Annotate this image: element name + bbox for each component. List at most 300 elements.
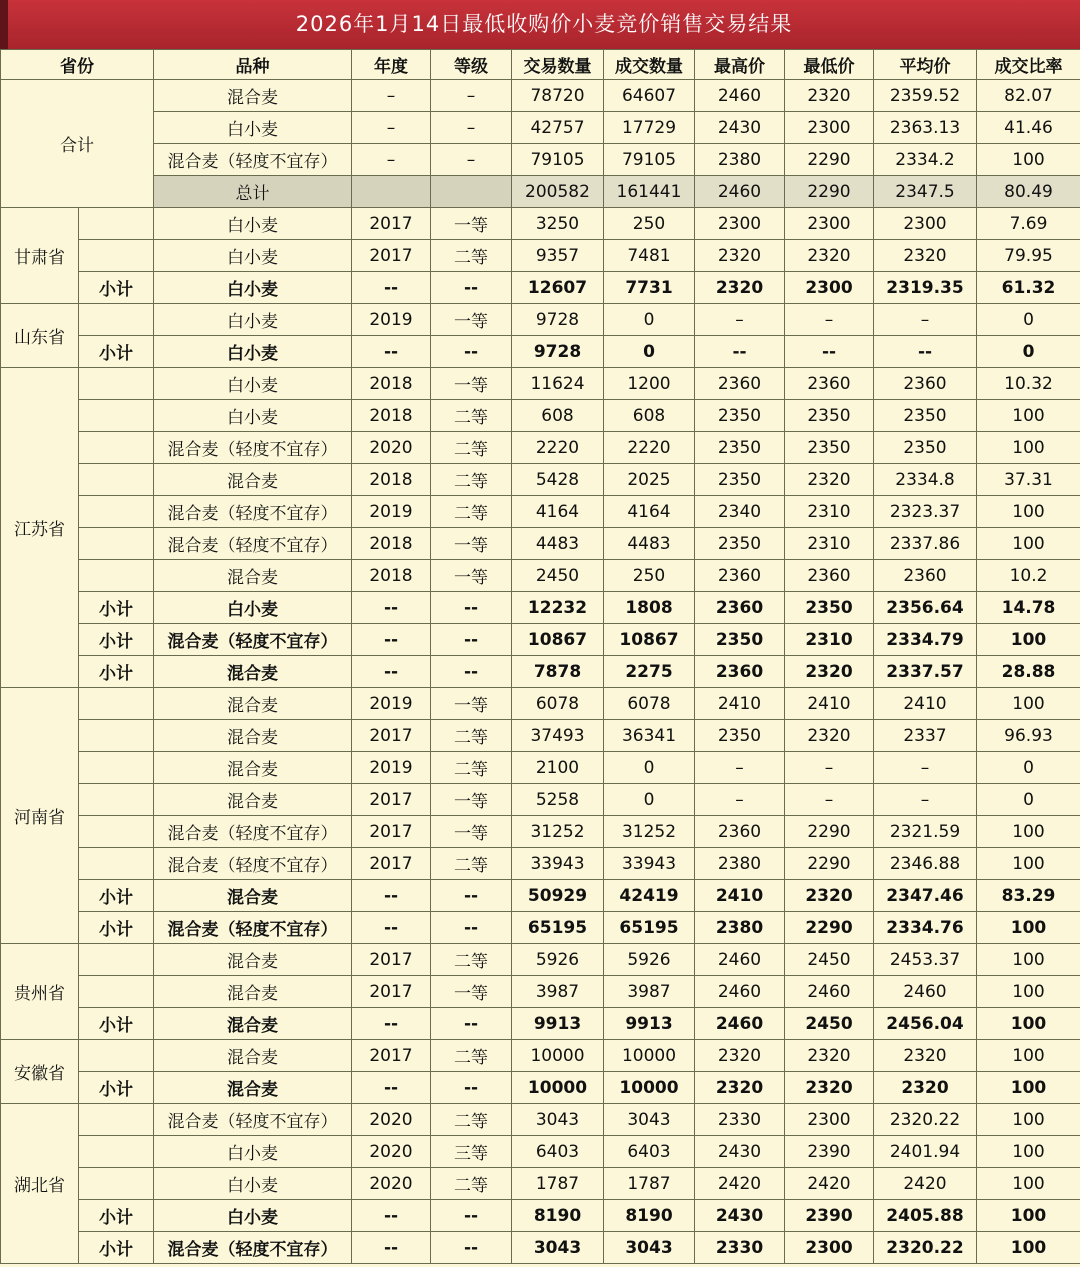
deal-rate-cell: 100: [977, 1008, 1080, 1040]
deal-qty-cell: 65195: [604, 912, 695, 944]
trade-qty-cell: 78720: [512, 80, 604, 112]
subtotal-row: [1, 1232, 1080, 1264]
max-price-cell: 2460: [695, 944, 785, 976]
grade-cell: 二等: [431, 464, 512, 496]
min-price-cell: 2420: [785, 1168, 874, 1200]
grade-cell: 二等: [431, 752, 512, 784]
deal-qty-cell: 3043: [604, 1232, 695, 1264]
deal-qty-cell: 6078: [604, 688, 695, 720]
table-row: [1, 944, 1080, 976]
year-cell: 2018: [352, 560, 431, 592]
variety-cell: 混合麦（轻度不宜存）: [154, 1104, 352, 1136]
avg-price-cell: 2347.46: [874, 880, 977, 912]
year-cell: --: [352, 656, 431, 688]
variety-cell: 混合麦（轻度不宜存）: [154, 1232, 352, 1264]
deal-rate-cell: 100: [977, 1168, 1080, 1200]
avg-price-cell: 2320: [874, 240, 977, 272]
table-row: [1, 1168, 1080, 1200]
table-row: [1, 688, 1080, 720]
year-cell: 2017: [352, 784, 431, 816]
max-price-cell: 2410: [695, 880, 785, 912]
deal-qty-cell: 0: [604, 336, 695, 368]
trade-qty-cell: 65195: [512, 912, 604, 944]
deal-rate-cell: 0: [977, 784, 1080, 816]
max-price-cell: 2350: [695, 432, 785, 464]
subtotal-row: [1, 656, 1080, 688]
subtotal-label-cell: [79, 1136, 154, 1168]
deal-qty-cell: 42419: [604, 880, 695, 912]
trade-qty-cell: 9728: [512, 304, 604, 336]
trade-qty-cell: 3987: [512, 976, 604, 1008]
table-row: [1, 496, 1080, 528]
table-row: [1, 848, 1080, 880]
header-avg-price: 平均价: [874, 50, 977, 80]
grade-cell: --: [431, 1200, 512, 1232]
subtotal-row: [1, 880, 1080, 912]
table-row: [1, 1040, 1080, 1072]
max-price-cell: 2460: [695, 80, 785, 112]
variety-cell: 白小麦: [154, 400, 352, 432]
subtotal-label-cell: 小计: [79, 336, 154, 368]
deal-rate-cell: 28.88: [977, 656, 1080, 688]
header-variety: 品种: [154, 50, 352, 80]
grade-cell: 二等: [431, 400, 512, 432]
min-price-cell: 2390: [785, 1136, 874, 1168]
subtotal-label-cell: [79, 1104, 154, 1136]
subtotal-label-cell: 小计: [79, 1200, 154, 1232]
max-price-cell: 2320: [695, 1072, 785, 1104]
deal-qty-cell: 2025: [604, 464, 695, 496]
year-cell: –: [352, 112, 431, 144]
min-price-cell: 2310: [785, 528, 874, 560]
year-cell: 2017: [352, 1040, 431, 1072]
trade-qty-cell: 4483: [512, 528, 604, 560]
year-cell: 2018: [352, 528, 431, 560]
table-row: [1, 80, 1080, 112]
trade-qty-cell: 9357: [512, 240, 604, 272]
header-province: 省份: [1, 50, 154, 80]
trade-qty-cell: 5258: [512, 784, 604, 816]
subtotal-label-cell: [79, 368, 154, 400]
trade-qty-cell: 3043: [512, 1104, 604, 1136]
table-row: [1, 208, 1080, 240]
grade-cell: --: [431, 1072, 512, 1104]
subtotal-row: [1, 1200, 1080, 1232]
max-price-cell: 2350: [695, 400, 785, 432]
deal-rate-cell: 37.31: [977, 464, 1080, 496]
variety-cell: 混合麦: [154, 464, 352, 496]
subtotal-label-cell: [79, 976, 154, 1008]
deal-qty-cell: 2275: [604, 656, 695, 688]
year-cell: 2019: [352, 496, 431, 528]
deal-rate-cell: 7.69: [977, 208, 1080, 240]
subtotal-row: [1, 1072, 1080, 1104]
results-table: [0, 49, 1080, 1264]
trade-qty-cell: 608: [512, 400, 604, 432]
trade-qty-cell: 12232: [512, 592, 604, 624]
deal-qty-cell: 0: [604, 784, 695, 816]
grade-cell: 一等: [431, 528, 512, 560]
min-price-cell: 2320: [785, 880, 874, 912]
year-cell: --: [352, 1072, 431, 1104]
grade-cell: 一等: [431, 368, 512, 400]
subtotal-label-cell: [79, 432, 154, 464]
deal-qty-cell: 10000: [604, 1072, 695, 1104]
min-price-cell: –: [785, 784, 874, 816]
deal-qty-cell: 79105: [604, 144, 695, 176]
table-row: [1, 368, 1080, 400]
deal-rate-cell: 10.32: [977, 368, 1080, 400]
deal-qty-cell: 1200: [604, 368, 695, 400]
table-row: [1, 112, 1080, 144]
year-cell: 2020: [352, 432, 431, 464]
deal-qty-cell: 4164: [604, 496, 695, 528]
max-price-cell: 2360: [695, 368, 785, 400]
year-cell: --: [352, 272, 431, 304]
grade-cell: [431, 176, 512, 208]
table-row: [1, 784, 1080, 816]
subtotal-label-cell: [79, 720, 154, 752]
table-row: [1, 976, 1080, 1008]
max-price-cell: 2460: [695, 976, 785, 1008]
avg-price-cell: 2350: [874, 432, 977, 464]
table-row: [1, 528, 1080, 560]
year-cell: 2019: [352, 688, 431, 720]
header-deal-rate: 成交比率: [977, 50, 1080, 80]
subtotal-label-cell: 小计: [79, 912, 154, 944]
avg-price-cell: 2334.76: [874, 912, 977, 944]
deal-rate-cell: 61.32: [977, 272, 1080, 304]
deal-rate-cell: 14.78: [977, 592, 1080, 624]
subtotal-label-cell: [79, 784, 154, 816]
avg-price-cell: 2320: [874, 1072, 977, 1104]
subtotal-row: [1, 624, 1080, 656]
variety-cell: 白小麦: [154, 112, 352, 144]
variety-cell: 混合麦: [154, 656, 352, 688]
variety-cell: 混合麦: [154, 1072, 352, 1104]
trade-qty-cell: 7878: [512, 656, 604, 688]
variety-cell: 混合麦: [154, 752, 352, 784]
header-trade-qty: 交易数量: [512, 50, 604, 80]
grade-cell: –: [431, 144, 512, 176]
deal-rate-cell: 80.49: [977, 176, 1080, 208]
subtotal-label-cell: 小计: [79, 592, 154, 624]
trade-qty-cell: 37493: [512, 720, 604, 752]
deal-qty-cell: 10867: [604, 624, 695, 656]
year-cell: 2018: [352, 400, 431, 432]
max-price-cell: –: [695, 752, 785, 784]
year-cell: 2017: [352, 720, 431, 752]
header-grade: 等级: [431, 50, 512, 80]
deal-rate-cell: 100: [977, 976, 1080, 1008]
avg-price-cell: 2334.2: [874, 144, 977, 176]
avg-price-cell: --: [874, 336, 977, 368]
subtotal-label-cell: [79, 688, 154, 720]
max-price-cell: 2360: [695, 592, 785, 624]
subtotal-label-cell: 小计: [79, 656, 154, 688]
year-cell: 2019: [352, 752, 431, 784]
min-price-cell: --: [785, 336, 874, 368]
deal-rate-cell: 100: [977, 688, 1080, 720]
max-price-cell: 2320: [695, 240, 785, 272]
year-cell: –: [352, 80, 431, 112]
year-cell: 2017: [352, 240, 431, 272]
avg-price-cell: 2347.5: [874, 176, 977, 208]
avg-price-cell: 2350: [874, 400, 977, 432]
subtotal-label-cell: 小计: [79, 880, 154, 912]
avg-price-cell: 2337.57: [874, 656, 977, 688]
year-cell: 2018: [352, 368, 431, 400]
subtotal-label-cell: 小计: [79, 1072, 154, 1104]
header-min-price: 最低价: [785, 50, 874, 80]
max-price-cell: –: [695, 784, 785, 816]
table-row: [1, 400, 1080, 432]
grade-cell: --: [431, 272, 512, 304]
variety-cell: 混合麦（轻度不宜存）: [154, 528, 352, 560]
province-cell: 江苏省: [1, 368, 79, 688]
province-cell: 安徽省: [1, 1040, 79, 1104]
variety-cell: 白小麦: [154, 272, 352, 304]
min-price-cell: 2290: [785, 912, 874, 944]
deal-rate-cell: 0: [977, 304, 1080, 336]
subtotal-label-cell: 小计: [79, 624, 154, 656]
deal-rate-cell: 0: [977, 336, 1080, 368]
min-price-cell: 2320: [785, 80, 874, 112]
grade-cell: 二等: [431, 1040, 512, 1072]
header-max-price: 最高价: [695, 50, 785, 80]
avg-price-cell: 2401.94: [874, 1136, 977, 1168]
deal-qty-cell: 8190: [604, 1200, 695, 1232]
grade-cell: 一等: [431, 976, 512, 1008]
avg-price-cell: 2360: [874, 368, 977, 400]
deal-rate-cell: 82.07: [977, 80, 1080, 112]
table-row: [1, 1136, 1080, 1168]
trade-qty-cell: 12607: [512, 272, 604, 304]
avg-price-cell: 2323.37: [874, 496, 977, 528]
variety-cell: 白小麦: [154, 304, 352, 336]
subtotal-label-cell: [79, 464, 154, 496]
year-cell: 2020: [352, 1168, 431, 1200]
avg-price-cell: 2410: [874, 688, 977, 720]
avg-price-cell: 2420: [874, 1168, 977, 1200]
avg-price-cell: 2321.59: [874, 816, 977, 848]
grade-cell: --: [431, 912, 512, 944]
subtotal-label-cell: 小计: [79, 1232, 154, 1264]
avg-price-cell: 2320.22: [874, 1232, 977, 1264]
grade-cell: 三等: [431, 1136, 512, 1168]
grade-cell: --: [431, 624, 512, 656]
grade-cell: --: [431, 656, 512, 688]
max-price-cell: 2420: [695, 1168, 785, 1200]
year-cell: 2018: [352, 464, 431, 496]
variety-cell: 白小麦: [154, 592, 352, 624]
variety-cell: 混合麦: [154, 1008, 352, 1040]
subtotal-row: [1, 272, 1080, 304]
year-cell: --: [352, 336, 431, 368]
grade-cell: 一等: [431, 784, 512, 816]
trade-qty-cell: 8190: [512, 1200, 604, 1232]
year-cell: –: [352, 144, 431, 176]
subtotal-label-cell: [79, 1040, 154, 1072]
table-row: [1, 432, 1080, 464]
deal-rate-cell: 100: [977, 912, 1080, 944]
deal-qty-cell: 9913: [604, 1008, 695, 1040]
province-cell: 合计: [1, 80, 154, 208]
variety-cell: 白小麦: [154, 336, 352, 368]
min-price-cell: 2320: [785, 464, 874, 496]
grade-cell: 二等: [431, 496, 512, 528]
deal-qty-cell: 64607: [604, 80, 695, 112]
variety-cell: 白小麦: [154, 240, 352, 272]
avg-price-cell: 2363.13: [874, 112, 977, 144]
trade-qty-cell: 6078: [512, 688, 604, 720]
deal-qty-cell: 0: [604, 752, 695, 784]
header-row: [1, 50, 1080, 80]
avg-price-cell: 2346.88: [874, 848, 977, 880]
max-price-cell: 2340: [695, 496, 785, 528]
year-cell: 2020: [352, 1104, 431, 1136]
variety-cell: 混合麦: [154, 688, 352, 720]
trade-qty-cell: 5926: [512, 944, 604, 976]
max-price-cell: 2460: [695, 176, 785, 208]
deal-rate-cell: 96.93: [977, 720, 1080, 752]
trade-qty-cell: 79105: [512, 144, 604, 176]
min-price-cell: 2350: [785, 592, 874, 624]
year-cell: --: [352, 880, 431, 912]
year-cell: --: [352, 1200, 431, 1232]
subtotal-row: [1, 912, 1080, 944]
min-price-cell: 2460: [785, 976, 874, 1008]
deal-rate-cell: 100: [977, 1136, 1080, 1168]
trade-qty-cell: 9913: [512, 1008, 604, 1040]
variety-cell: 混合麦: [154, 880, 352, 912]
table-row: [1, 304, 1080, 336]
avg-price-cell: 2319.35: [874, 272, 977, 304]
variety-cell: 混合麦（轻度不宜存）: [154, 144, 352, 176]
min-price-cell: –: [785, 304, 874, 336]
trade-qty-cell: 42757: [512, 112, 604, 144]
deal-rate-cell: 100: [977, 944, 1080, 976]
grade-cell: --: [431, 1232, 512, 1264]
min-price-cell: 2300: [785, 272, 874, 304]
max-price-cell: –: [695, 304, 785, 336]
year-cell: 2017: [352, 848, 431, 880]
grade-cell: --: [431, 1008, 512, 1040]
grade-cell: 二等: [431, 240, 512, 272]
trade-qty-cell: 5428: [512, 464, 604, 496]
avg-price-cell: 2334.79: [874, 624, 977, 656]
grade-cell: 二等: [431, 432, 512, 464]
trade-qty-cell: 10867: [512, 624, 604, 656]
table-row: [1, 464, 1080, 496]
subtotal-row: [1, 336, 1080, 368]
table-row: [1, 752, 1080, 784]
avg-price-cell: 2453.37: [874, 944, 977, 976]
deal-qty-cell: 0: [604, 304, 695, 336]
trade-qty-cell: 33943: [512, 848, 604, 880]
deal-qty-cell: 10000: [604, 1040, 695, 1072]
deal-qty-cell: 31252: [604, 816, 695, 848]
trade-qty-cell: 200582: [512, 176, 604, 208]
deal-qty-cell: 250: [604, 208, 695, 240]
deal-qty-cell: 17729: [604, 112, 695, 144]
grade-cell: 一等: [431, 688, 512, 720]
trade-qty-cell: 4164: [512, 496, 604, 528]
trade-qty-cell: 2450: [512, 560, 604, 592]
variety-cell: 混合麦（轻度不宜存）: [154, 848, 352, 880]
subtotal-label-cell: [79, 944, 154, 976]
variety-cell: 白小麦: [154, 208, 352, 240]
province-cell: 湖北省: [1, 1104, 79, 1264]
min-price-cell: 2290: [785, 816, 874, 848]
subtotal-label-cell: 小计: [79, 1008, 154, 1040]
subtotal-label-cell: [79, 496, 154, 528]
deal-qty-cell: 36341: [604, 720, 695, 752]
grand-total-row: [1, 176, 1080, 208]
subtotal-label-cell: [79, 208, 154, 240]
year-cell: 2017: [352, 208, 431, 240]
deal-rate-cell: 83.29: [977, 880, 1080, 912]
variety-cell: 混合麦: [154, 720, 352, 752]
max-price-cell: 2360: [695, 656, 785, 688]
avg-price-cell: 2320.22: [874, 1104, 977, 1136]
table-row: [1, 720, 1080, 752]
variety-cell: 混合麦（轻度不宜存）: [154, 912, 352, 944]
trade-qty-cell: 50929: [512, 880, 604, 912]
max-price-cell: 2410: [695, 688, 785, 720]
deal-qty-cell: 7481: [604, 240, 695, 272]
variety-cell: 混合麦（轻度不宜存）: [154, 432, 352, 464]
min-price-cell: 2450: [785, 1008, 874, 1040]
min-price-cell: 2320: [785, 720, 874, 752]
year-cell: [352, 176, 431, 208]
table-row: [1, 560, 1080, 592]
table-row: [1, 816, 1080, 848]
min-price-cell: 2350: [785, 400, 874, 432]
min-price-cell: 2300: [785, 112, 874, 144]
avg-price-cell: 2300: [874, 208, 977, 240]
max-price-cell: 2300: [695, 208, 785, 240]
min-price-cell: 2290: [785, 176, 874, 208]
max-price-cell: 2360: [695, 560, 785, 592]
year-cell: 2017: [352, 816, 431, 848]
variety-cell: 混合麦: [154, 560, 352, 592]
max-price-cell: 2350: [695, 720, 785, 752]
deal-rate-cell: 100: [977, 400, 1080, 432]
min-price-cell: 2300: [785, 208, 874, 240]
min-price-cell: 2360: [785, 560, 874, 592]
min-price-cell: 2350: [785, 432, 874, 464]
variety-cell: 混合麦: [154, 1040, 352, 1072]
variety-cell: 混合麦（轻度不宜存）: [154, 816, 352, 848]
grade-cell: 二等: [431, 848, 512, 880]
page-title: 2026年1月14日最低收购价小麦竞价销售交易结果: [0, 0, 1080, 49]
max-price-cell: --: [695, 336, 785, 368]
min-price-cell: 2290: [785, 144, 874, 176]
deal-rate-cell: 0: [977, 752, 1080, 784]
max-price-cell: 2380: [695, 848, 785, 880]
min-price-cell: 2410: [785, 688, 874, 720]
year-cell: 2020: [352, 1136, 431, 1168]
deal-rate-cell: 41.46: [977, 112, 1080, 144]
subtotal-label-cell: 小计: [79, 272, 154, 304]
variety-cell: 混合麦（轻度不宜存）: [154, 496, 352, 528]
trade-qty-cell: 10000: [512, 1040, 604, 1072]
min-price-cell: 2390: [785, 1200, 874, 1232]
trade-qty-cell: 3250: [512, 208, 604, 240]
subtotal-label-cell: [79, 816, 154, 848]
deal-rate-cell: 10.2: [977, 560, 1080, 592]
